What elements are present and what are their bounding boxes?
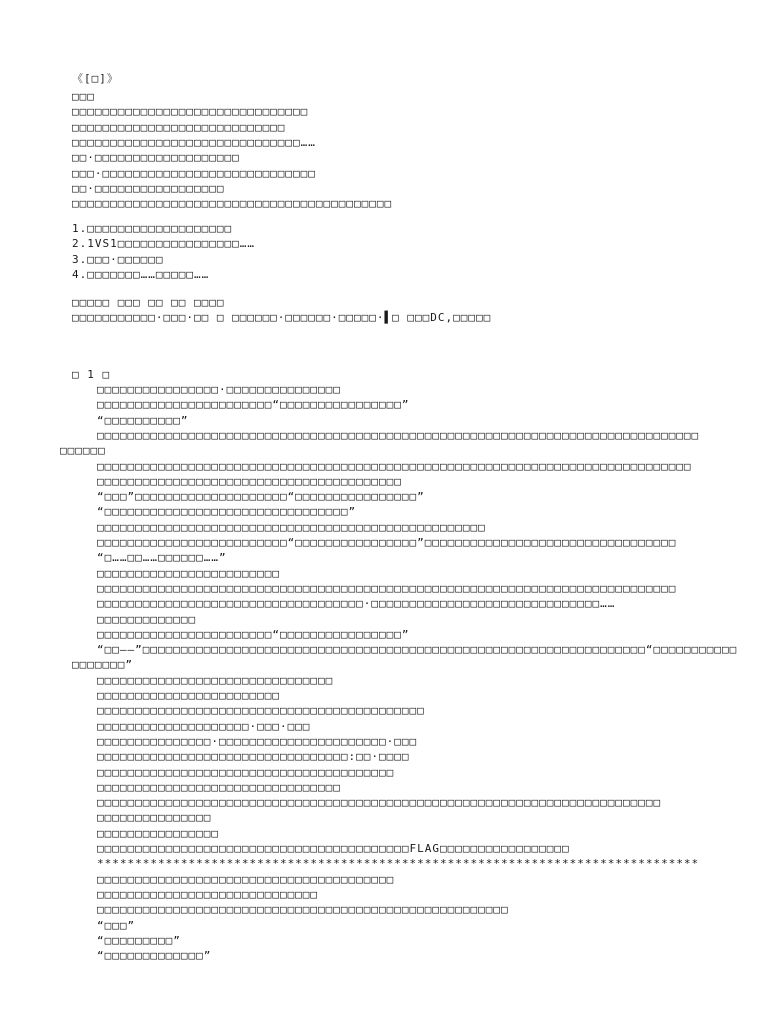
header-line: □□□·□□□□□□□□□□□□□□□□□□□□□□□□□□□□ (72, 166, 316, 180)
list-item: 3.□□□·□□□□□□ (72, 252, 164, 266)
paragraph-line: “□□□□□□□□□□□□□” (97, 949, 212, 963)
paragraph-line: □□□□□□□□□□□□□□□·□□□□□□□□□□□□□□□□□□□□□□·□□□ (97, 734, 418, 748)
paragraph-line: □□□□□□□□□□□□□□□□□□□□□□□□ (97, 566, 280, 580)
header-line: □□□□□□□□□□□□□□□□□□□□□□□□□□□□□□□□□□□□□□□□□□ (72, 197, 393, 211)
header-line: □□□ (72, 90, 95, 103)
paragraph-line: □□□□□□□□□□□□□□□□□□□□□□□□□□□□□□□□ (97, 780, 341, 794)
paragraph-line: □□□□□□□” (72, 658, 133, 672)
info-line: □□□□□□□□□□□·□□□·□□ □ □□□□□□·□□□□□□·□□□□□·▌□ □□□DC,□□□□□ (72, 311, 492, 325)
paragraph-line: □□□□□□□□□□□□□□□□□□□□□□□□□□□□□□□□□□□□□□□□□□□□□□□□□□□ (97, 520, 486, 534)
paragraph-line: □□□□□□□□□□□□□□□□□□□□·□□□·□□□ (97, 719, 311, 733)
paragraph-line: □□□□□□□□□□□□□□□□ (97, 826, 219, 840)
paragraph-line: □□□□□□□□□□□□□□□□□□□□□□□□□□□□□□□□□□□□□□□□□□□□□□□□□□□□□□□□□□□□□□□□□□□□□□□□□□□□ (97, 581, 677, 595)
paragraph-line: ******************************************************************************* (97, 857, 700, 871)
paragraph-line: □□□□□□□□□□□□□□□□□□□□□□□“□□□□□□□□□□□□□□□□” (97, 627, 410, 641)
document-title: 《[□]》 (72, 72, 119, 85)
paragraph-line: “□□□□□□□□□□” (97, 413, 189, 427)
list-item: 2.1VS1□□□□□□□□□□□□□□□□…… (72, 237, 255, 251)
info-line: □□□□□ □□□ □□ □□ □□□□ (72, 296, 225, 309)
paragraph-line: □□□□□□□□□□□□□□□□□□□□□□□□□“□□□□□□□□□□□□□□□□”□□□□□□□□□□□□□□□□□□□□□□□□□□□□□□□□□ (97, 536, 677, 549)
paragraph-line: □□□□□□□□□□□□□□□□□□□□□□□□□□□□□□□□□□□□□□□□□FLAG□□□□□□□□□□□□□□□□□ (97, 842, 570, 855)
paragraph-line: □□□□□□□□□□□□□□□□□□□□□□□□□□□□□□□□□□□□□□□ (97, 765, 395, 779)
header-line: □□□□□□□□□□□□□□□□□□□□□□□□□□□□ (72, 120, 286, 134)
paragraph-line: “□□□” (97, 918, 136, 932)
paragraph-line: □□□□□□ (60, 444, 106, 458)
paragraph-line: □□□□□□□□□□□□□□□□□□□□□□□□□□□□□□□□□□□□□□□□□□□ (97, 704, 425, 718)
paragraph-line: □□□□□□□□□□□□□□□ (97, 811, 212, 825)
paragraph-line: “□□□”□□□□□□□□□□□□□□□□□□□□“□□□□□□□□□□□□□□□□” (97, 490, 425, 504)
header-line: □□·□□□□□□□□□□□□□□□□□□□ (72, 151, 240, 165)
paragraph-line: □□□□□□□□□□□□□□□□□□□□□□□□□□□□□□□□□□□□□□□ (97, 872, 395, 886)
paragraph-line: □□□□□□□□□□□□□ (97, 612, 197, 626)
paragraph-line: □□□□□□□□□□□□□□□□□□□□□□□□□□□□□□□ (97, 673, 334, 687)
chapter-heading: □ 1 □ (72, 368, 111, 381)
paragraph-line: “□□□□□□□□□” (97, 933, 181, 947)
paragraph-line: □□□□□□□□□□□□□□□□□□□□□□□□□□□□□□□□□:□□·□□□□ (97, 750, 410, 764)
list-item: 4.□□□□□□□……□□□□□…… (72, 267, 210, 281)
paragraph-line: □□□□□□□□□□□□□□□□□□□□□□□□□□□□□□□□□□□□□□□□□□□□□□□□□□□□□□□□□□□□□□□□□□□□□□□□□□□□□□□ (97, 428, 700, 442)
paragraph-line: “□□——”□□□□□□□□□□□□□□□□□□□□□□□□□□□□□□□□□□□□□□□□□□□□□□□□□□□□□□□□□□□□□□□□□□“□□□□□□□□□□□ (97, 643, 738, 657)
paragraph-line: □□□□□□□□□□□□□□□□□□□□□□□□□□□□□□□□□□□·□□□□□□□□□□□□□□□□□□□□□□□□□□□□□□…… (97, 597, 616, 611)
paragraph-line: □□□□□□□□□□□□□□□□□□□□□□□□□□□□□□□□□□□□□□□□□□□□□□□□□□□□□□□□□□□□□□□□□□□□□□□□□□ (97, 796, 662, 810)
paragraph-line: “□□□□□□□□□□□□□□□□□□□□□□□□□□□□□□□□” (97, 505, 357, 519)
header-line: □□□□□□□□□□□□□□□□□□□□□□□□□□□□□□…… (72, 135, 316, 149)
paragraph-line: □□□□□□□□□□□□□□□□□□□□□□□□□□□□□□□□□□□□□□□□□□□□□□□□□□□□□□□□□□□□□□□□□□□□□□□□□□□□□□ (97, 459, 692, 473)
paragraph-line: □□□□□□□□□□□□□□□□□□□□□□□□□□□□□ (97, 887, 319, 901)
paragraph-line: □□□□□□□□□□□□□□□□□□□□□□□□ (97, 689, 280, 702)
header-line: □□□□□□□□□□□□□□□□□□□□□□□□□□□□□□□ (72, 105, 309, 119)
paragraph-line: “□……□□……□□□□□□……” (97, 551, 227, 565)
paragraph-line: □□□□□□□□□□□□□□□□□□□□□□□□□□□□□□□□□□□□□□□□□□□□□□□□□□□□□□ (97, 903, 509, 917)
paragraph-line: □□□□□□□□□□□□□□□□□□□□□□□□□□□□□□□□□□□□□□□□ (97, 474, 402, 488)
paragraph-line: □□□□□□□□□□□□□□□□·□□□□□□□□□□□□□□□ (97, 383, 341, 396)
header-line: □□·□□□□□□□□□□□□□□□□□ (72, 181, 225, 195)
list-item: 1.□□□□□□□□□□□□□□□□□□□ (72, 222, 233, 235)
paragraph-line: □□□□□□□□□□□□□□□□□□□□□□□“□□□□□□□□□□□□□□□□” (97, 398, 410, 412)
